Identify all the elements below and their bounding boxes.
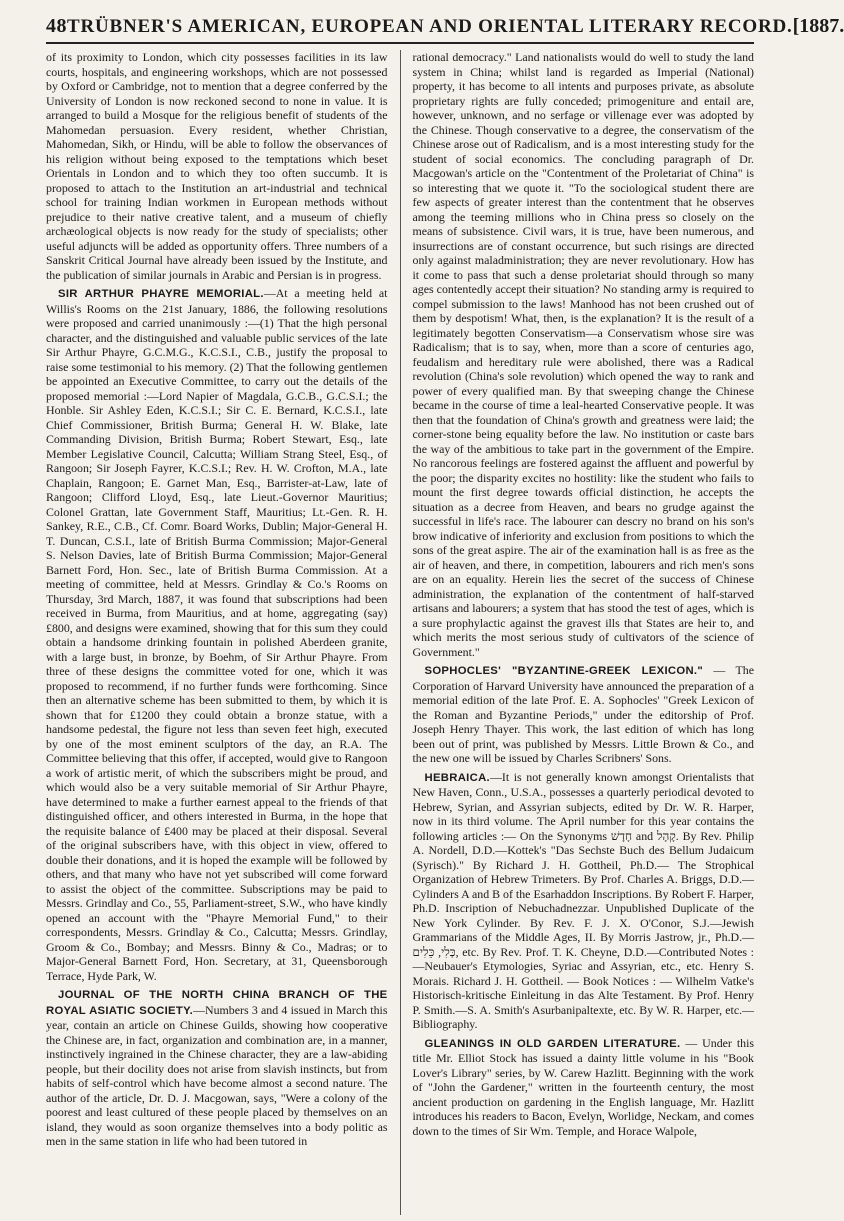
paragraph-text: —It is not generally known amongst Orientalists that New Haven, Conn., U.S.A., possesses a quarterly periodical devoted to Hebrew, Syrian, and Assyrian subjects, edited by Dr. W. R. Harper, now in its third volume. The April number for this year contains the following articles :— On the Synonyms חָדָשׁ and קָהָל. By Rev. Philip A. Nordell, D.D.—Kottek's "Das Sechste Buch des Bellum Judaicum (Syrisch)." By Richard J. H. Gottheil, Ph.D.— The Strophical Organization of Hebrew Trimeters. By Prof. Charles A. Briggs, D.D.—Cylinders A and B of the Esarhaddon Inscriptions. By Robert F. Harper, Ph.D. Inscription of Nebuchadnezzar. Unpublished Duplicate of the New York Cylinder. By Rev. F. J. X. O'Conor, S.J.—Jewish Grammarians of the Middle Ages, II. By Morris Jastrow, jr., Ph.D.—כְּלִי, כֵּלִים, etc. By Rev. Prof. T. K. Cheyne, D.D.—Contributed Notes :—Neubauer's Etymologies, Syriac and Assyrian, etc., etc. Henry S. Morais. Richard J. H. Gottheil. — Book Notices : — Wilhelm Vatke's Historisch-kritische Einleitung in das Alte Testament. By Prof. Henry P. Smith.—S. A. Smith's Asurbanipaltexte, etc. By W. R. Harper, etc.—Bibliography. — [412, 769, 754, 1031]
paragraph-phayre — [46, 286, 388, 983]
paragraph-hebraica — [413, 770, 755, 1032]
paragraph-gleanings — [413, 1036, 755, 1139]
section-heading: SIR ARTHUR PHAYRE MEMORIAL. — [58, 288, 264, 300]
column-divider — [400, 50, 401, 1215]
running-title: TRÜBNER'S AMERICAN, EUROPEAN AND ORIENTAL LITERARY RECORD. — [67, 16, 793, 37]
page-year: [1887. — [792, 15, 844, 37]
paragraph-journal — [46, 987, 388, 1149]
paragraph: rational democracy." Land nationalists would do well to study the land system in China; whilst land is regarded as Imperial (National) property, it has become to all intents and purposes private, as absolute proprietary rights are fully conceded; primogeniture and entail are, however, unknown, and no serfage or villenage ever was adopted by the Chinese. Though conservative to a degree, the conservatism of the Chinese arose out of Radicalism, and is a most interesting study for the student of social economics. The concluding paragraph of Dr. Macgowan's article on the "Contentment of the Proletariat of China" is so interesting that we quote it. "To the sociological student there are few aspects of greater interest than the contentment that he observes among the teeming millions who in China press so closely on the means of subsistence. Civil wars, it is true, have been numerous, and insurrections are of constant occurrence, but such risings are directed only against maladministration; they are never revolutionary. How has it come to pass that such a dense proletariat should through so many ages contentedly accept their situation? No standing army is required to compel submission to the laws! Manhood has not been crushed out of them by despotism! What, then, is the explanation? It is the result of a legitimately begotten Conservatism—a Conservatism whose sire was Radicalism; that is to say, when, more than a score of centuries ago, feudalism and hereditary rule were abolished, there was a Radical revolution (China's sole revolution) which opened the way to rank and power of every qualified man. By that sweeping change the Chinese became in the course of time a leal-hearted Conservative people. It was then that the foundation of China's growth and greatness were laid; the corner-stone being equality before the law. No institution or caste bars the way of the ambitious to take part in the government of the Empire. No rancorous feelings are fostered against the affluent and powerful by the poor; the disparity excites no hostility: like the student who fails to mount the first degree towards official distinction, he accepts the situation as a decree from Heaven, and bears no grudge against the successful in life's race. The labourer can descry no brand on his son's brow indicative of inferiority and exclusion from positions to which the sons of the great aspire. The air of the examination hall is as free as the air of heaven, and there, in competition, labourers and rich men's sons are on an equality. Herein lies the secret of the success of Chinese administration, the explanation of the contentment of half-starved artisans and labourers; a system that has stood the test of ages, which is a sure prophylactic against the gravest ills that States are heir to, and which merits the most serious study of cultivators of the science of Government." — [412, 50, 754, 659]
section-heading: GLEANINGS IN OLD GARDEN LITERATURE. — [424, 1037, 681, 1050]
page-number: 48 — [46, 15, 67, 37]
page-header — [46, 8, 844, 44]
section-heading: HEBRAICA. — [424, 771, 490, 784]
paragraph-text: —At a meeting held at Willis's Rooms on the 21st January, 1886, the following resolutions were proposed and carried unanimously :—(1) That the high personal character, and the distinguished and valuable public services of the late Sir Arthur Phayre, G.C.M.G., K.C.S.I., C.B., justify the proposal to raise some testimonial to his memory. (2) That the following gentlemen be appointed an Executive Committee, to carry out the details of the proposed memorial :—Lord Napier of Magdala, G.C.B., G.C.S.I.; the Honble. Sir Ashley Eden, K.C.S.I.; Sir C. E. Bernard, K.C.S.I., late Chief Commissioner, British Burma; General H. W. Blake, late Commanding Division, British Burma; Robert Stewart, Esq., late Member Legislative Council, Calcutta; William Strang Steel, Esq., of Rangoon; Sir Joseph Fayrer, K.C.S.I.; Rev. H. W. Crofton, M.A., late Chaplain, Rangoon; E. Garnet Man, Esq., Barrister-at-Law, late of Rangoon; Clifford Lloyd, Esq., late Lieut.-Governor Mauritius; Colonel Grattan, late Government Staff, Mauritius; Lt.-Gen. R. H. Sankey, R.E., C.B., Cf. Comr. Board Works, Dublin; Major-General H. T. Duncan, C.S.I., late of British Burma Commission; Major-General S. Nelson Davies, late of British Burma Commission; Major-General Barnett Ford, Hon. Sec., late of British Burma Commission. At a meeting of committee, held at Messrs. Grindlay & Co.'s Rooms on Thursday, 3rd March, 1887, it was found that subscriptions had been received in Burma, from Mauritius, and at home, aggregating (say) £800, and designs were examined, showing that for this sum they could obtain a handsome drinking fountain in polished Aberdeen granite, with a large bust, in bronze, by Boehm, of Sir Arthur Phayre. From three of these designs the committee voted for one, which it was proposed to recommend, if no further funds were forthcoming. Since then an alternative scheme has been submitted to them, by which it is shown that for £1200 they could obtain a bronze statue, with a handsome pedestal, the figure not less than seven feet high, executed by one of the most eminent sculptors of the day, an R.A. The Committee believing that this offer, if accepted, would give to Rangoon a work of artistic merit, of which the subscribers might be proud, and which would also be a very suitable memorial of Sir Arthur Phayre, have determined to make a further earnest appeal to the friends of that distinguished officer, and others interested in Burma, in the hope that the requisite balance of £400 may be placed at their disposal. Several of the original subscribers have, with this object in view, offered to double their donations, and it is hoped the example will be followed by others, and that many who have not yet subscribed will come forward to assist the object of the committee. Subscriptions may be paid to Messrs. Grindlay and Co., 55, Parliament-street, S.W., who have kindly opened an account with the "Phayre Memorial Fund," to their correspondents, Messrs. Grindlay & Co., Calcutta; Messrs. Grindlay, Groom & Co., Bombay; and Messrs. Binny & Co., Madras; or to Major-General Barnett Ford, Hon. Secretary, at 31, Queensborough Terrace, Hyde Park, W. — [46, 286, 388, 983]
section-heading: JOURNAL OF THE NORTH CHINA BRANCH OF THE ROYAL ASIATIC SOCIETY. — [46, 989, 388, 1017]
paragraph-sophocles — [413, 663, 755, 766]
paragraph-text: — The Corporation of Harvard University have announced the preparation of a memorial edition of the late Prof. E. A. Sophocles' "Greek Lexicon of the Roman and Byzantine Periods," under the editorship of Prof. Joseph Henry Thayer. This work, the last edition of which has long been out of print, was published by Messrs. Little Brown & Co., and the new one will be issued by Charles Scribners' Sons. — [412, 663, 754, 765]
paragraph: of its proximity to London, which city possesses facilities in its law courts, hospitals, and engineering workshops, which are not possessed by Oxford or Cambridge, not to mention that a degree conferred by the University of London is now reckoned second to none in value. It is arranged to build a Mosque for the religious benefit of students of the Mahomedan persuasion. Every resident, whether Christian, Mahomedan, Sikh, or Hindu, will be able to follow the observances of his religion without being exposed to the temptations which beset Orientals in London and to which they too often succumb. It is proposed to attach to the Institution an art-industrial and technical school for training Indian workmen in European methods without prejudice to their native creative talent, and a museum of chiefly archæological objects is now ready for the study of specialists; other useful adjuncts will be added as opportunity offers. Three numbers of a Sanskrit Critical Journal have already been issued by the Institute, and the publication of similar journals in Arabic and Persian is in progress. — [46, 50, 388, 282]
right-column — [413, 50, 755, 1215]
section-heading: SOPHOCLES' "BYZANTINE-GREEK LEXICON." — [424, 665, 704, 677]
article-columns — [46, 50, 754, 1215]
left-column — [46, 50, 388, 1215]
paragraph-text: —Numbers 3 and 4 issued in March this year, contain an article on Chinese Guilds, showing how cooperative the Chinese are, in fact, organization and combination are, in a manner, instinctively ingrained in the Chinese character, they are a law-abiding people, but their docility does not arise from slavish instincts, but from habits of self-control which have become almost a second nature. The author of the article, Dr. D. J. Macgowan, says, "Were a colony of the poorest and least cultured of these people placed by themselves on an island, they would as soon organize themselves into a body politic as men in the same station in life who had been tutored in — [46, 1002, 388, 1148]
paragraph-text: — Under this title Mr. Elliot Stock has issued a dainty little volume in his "Book Lover's Library" series, by W. Carew Hazlitt. Beginning with the work of "John the Gardener," written in the fourteenth century, the most ancient production on gardening in the English language, Mr. Hazlitt introduces his readers to Bacon, Evelyn, Worlidge, Neckam, and comes down to the times of Sir Wm. Temple, and Horace Walpole, — [412, 1035, 754, 1138]
